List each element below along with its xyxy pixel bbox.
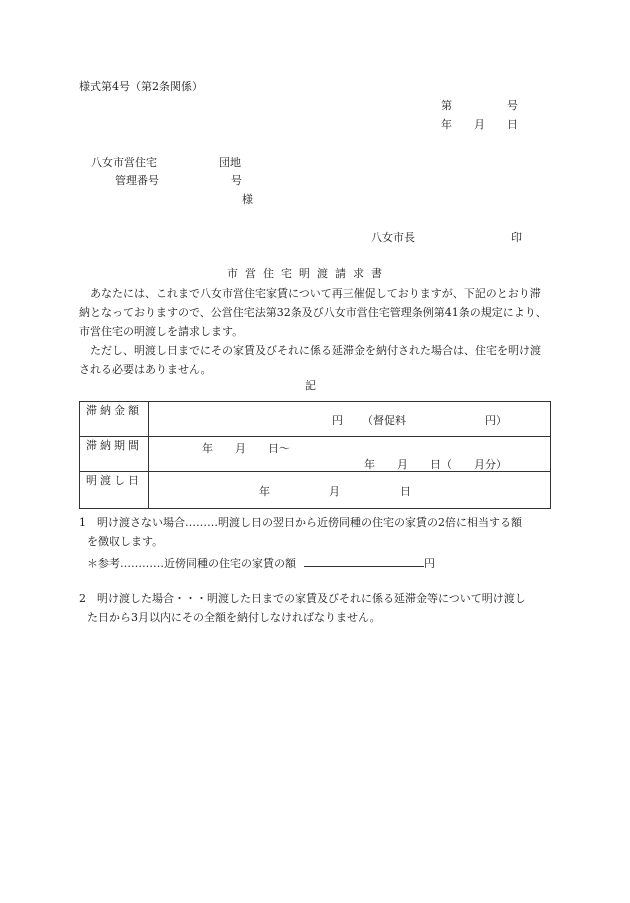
note-1-line-1: 1 明け渡さない場合………明渡し日の翌日から近傍同種の住宅の家賃の2倍に相当する額 bbox=[79, 516, 522, 529]
reminder-fee-label: （督促料 bbox=[362, 414, 406, 427]
amount-yen: 円 bbox=[332, 414, 343, 427]
table-row-vacate-date bbox=[80, 472, 551, 509]
body-paragraph-2: ただし、明渡し日までにその家賃及びそれに係る延滞金を納付された場合は、住宅を明け渡される必要はありません。 bbox=[79, 344, 541, 376]
table-row-period bbox=[80, 437, 551, 472]
reminder-fee-yen: 円） bbox=[485, 414, 507, 427]
addressee-honorific: 様 bbox=[242, 193, 253, 206]
period-label: 滞納期間 bbox=[80, 437, 149, 472]
period-from: 年 月 日～ bbox=[202, 442, 290, 455]
note-1-reference bbox=[87, 554, 435, 571]
ki-heading: 記 bbox=[305, 379, 316, 392]
addressee-danchi: 団地 bbox=[219, 156, 241, 169]
vacate-month: 月 bbox=[329, 485, 340, 498]
reference-label: ＊参考…………近傍同種の住宅の家賃の額 bbox=[87, 557, 296, 570]
reference-yen: 円 bbox=[424, 557, 435, 570]
note-1-line-2: を徴収します。 bbox=[87, 535, 164, 548]
issuer-name: 八女市長 bbox=[371, 231, 415, 244]
period-value-cell bbox=[149, 437, 551, 472]
note-2-line-1: 2 明け渡した場合・・・明渡した日までの家賃及びそれに係る延滞金等について明け渡し bbox=[79, 592, 526, 605]
amount-label: 滞納金額 bbox=[80, 402, 149, 437]
note-2-line-2: た日から3月以内にその全額を納付しなければなりません。 bbox=[87, 611, 381, 624]
form-id: 様式第4号（第2条関係） bbox=[79, 80, 203, 93]
document-title: 市営住宅明渡請求書 bbox=[227, 267, 389, 280]
body-text bbox=[79, 284, 551, 379]
amount-value-cell bbox=[149, 402, 551, 437]
vacate-date-cell bbox=[149, 472, 551, 509]
management-number-label: 管理番号 bbox=[115, 174, 159, 187]
vacate-day: 日 bbox=[400, 485, 411, 498]
table-row-amount bbox=[80, 402, 551, 437]
vacate-year: 年 bbox=[259, 485, 270, 498]
reference-amount-blank bbox=[304, 554, 424, 567]
management-number-suffix: 号 bbox=[231, 174, 242, 187]
arrears-table bbox=[79, 401, 551, 509]
issue-date: 年 月 日 bbox=[441, 118, 518, 131]
period-to: 年 月 日（ 月分） bbox=[364, 458, 507, 471]
addressee-housing: 八女市営住宅 bbox=[91, 156, 157, 169]
document-number: 第 号 bbox=[441, 99, 518, 112]
vacate-date-label: 明渡し日 bbox=[80, 472, 149, 509]
issuer-seal: 印 bbox=[511, 231, 522, 244]
body-paragraph-1: あなたには、これまで八女市営住宅家賃について再三催促しておりますが、下記のとおり滞納となっておりますので、公営住宅法第32条及び八女市営住宅管理条例第41条の規定により、市営住宅の明渡しを請求します。 bbox=[79, 287, 547, 338]
